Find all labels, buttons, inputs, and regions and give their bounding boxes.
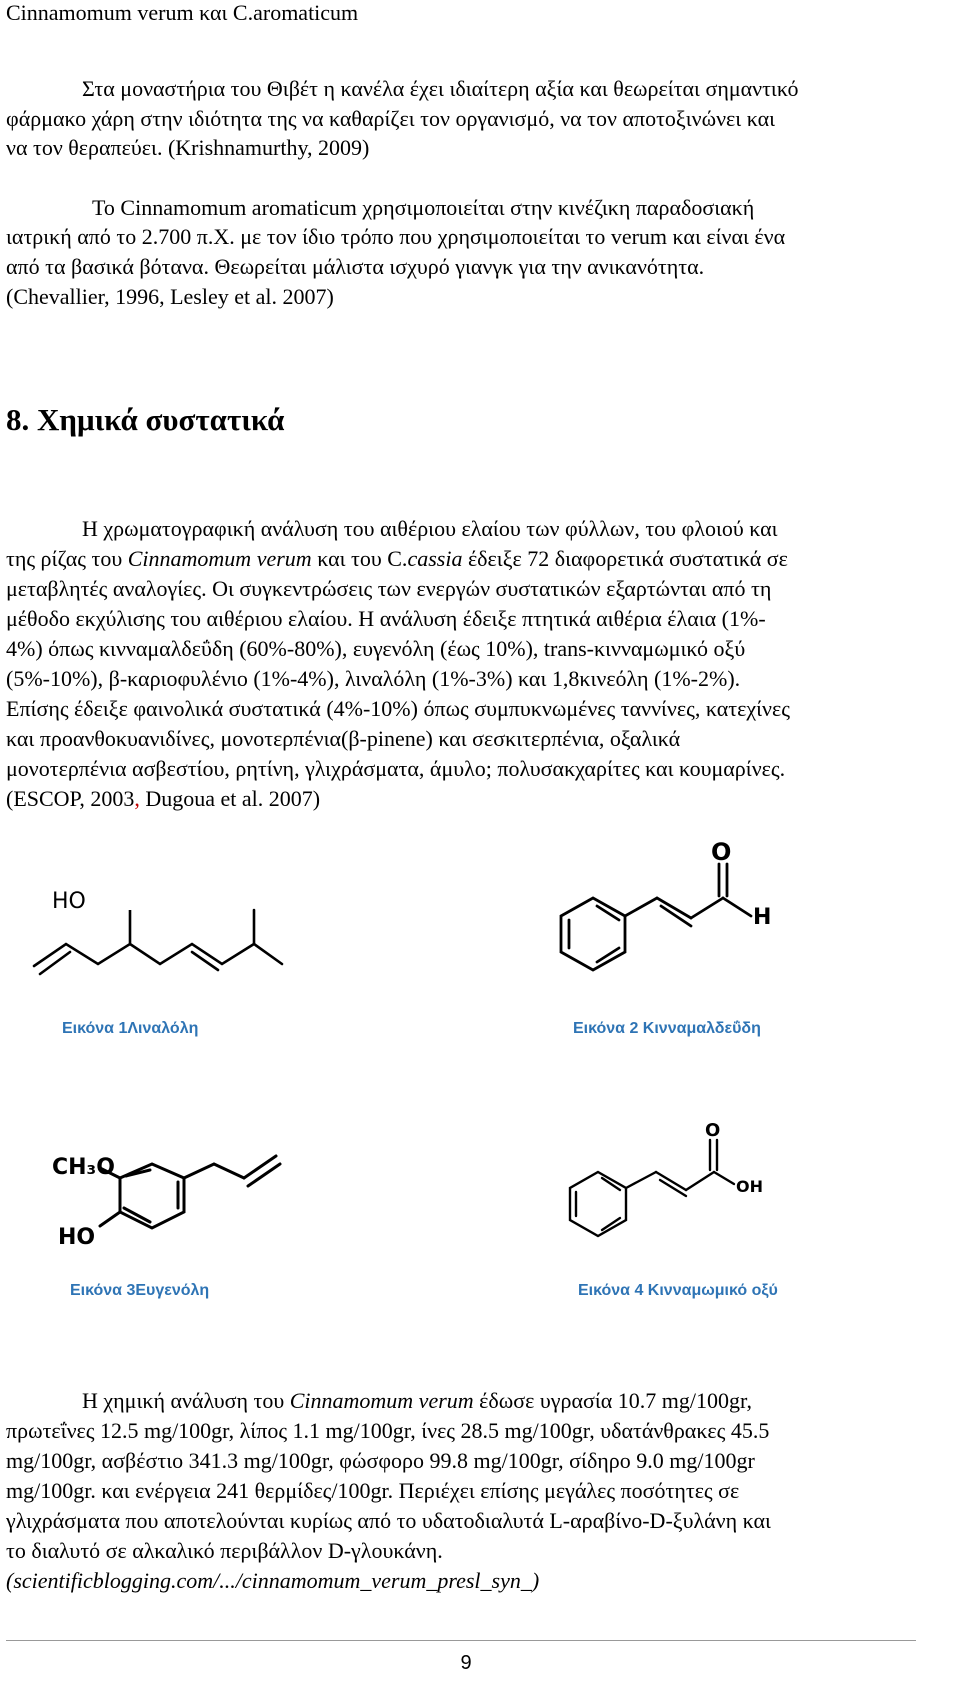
acid-hydroxyl-label: OH	[736, 1177, 763, 1196]
paragraph-4-line-2: πρωτεΐνες 12.5 mg/100gr, λίπος 1.1 mg/100gr, ίνες 28.5 mg/100gr, υδατάνθρακες 45.5	[6, 1418, 770, 1443]
paragraph-3-line-2	[6, 544, 788, 574]
text-run: Dugoua et al. 2007)	[139, 786, 321, 811]
paragraph-1-line-1: Στα μοναστήρια του Θιβέτ η κανέλα έχει ιδιαίτερη αξία και θεωρείται σημαντικό	[82, 76, 799, 101]
paragraph-4-line-4: mg/100gr. και ενέργεια 241 θερμίδες/100gr. Περιέχει επίσης μεγάλες ποσότητες σε	[6, 1478, 740, 1503]
paragraph-1-line-2: φάρμακο χάρη στην ιδιότητα της να καθαρίζει τον οργανισμό, να τον αποτοξινώνει και	[6, 106, 776, 131]
eugenol-structure-figure	[52, 1140, 302, 1250]
paragraph-2-line-3: από τα βασικά βότανα. Θεωρείται μάλιστα ισχυρό γιανγκ για την ανικανότητα.	[6, 254, 705, 279]
paragraph-2-line-2: ιατρική από το 2.700 π.Χ. με τον ίδιο τρόπο που χρησιμοποιείται το verum και είναι ένα	[6, 224, 786, 249]
paragraph-2-line-4: (Chevallier, 1996, Lesley et al. 2007)	[6, 284, 334, 309]
paragraph-3-line-7: Επίσης έδειξε φαινολικά συστατικά (4%-10%) όπως συμπυκνωμένες ταννίνες, κατεχίνες	[6, 696, 790, 721]
paragraph-3-line-3: μεταβλητές αναλογίες. Οι συγκεντρώσεις των ενεργών συστατικών εξαρτώνται από τη	[6, 576, 772, 601]
species-name-italic: Cinnamomum verum	[289, 1388, 474, 1413]
text-run: έδειξε 72 διαφορετικά συστατικά σε	[462, 546, 788, 571]
paragraph-2-line-1: Το Cinnamomum aromaticum χρησιμοποιείται στην κινέζικη παραδοσιακή	[92, 195, 755, 220]
red-comma: ,	[134, 786, 140, 811]
figure-2-caption: Εικόνα 2 Κινναμαλδεΰδη	[573, 1020, 761, 1037]
text-run: έδωσε υγρασία 10.7 mg/100gr,	[473, 1388, 752, 1413]
paragraph-4-line-1	[82, 1386, 752, 1416]
figure-1-caption: Εικόνα 1Λιναλόλη	[62, 1020, 199, 1037]
paragraph-3-line-5: 4%) όπως κινναμαλδεΰδη (60%-80%), ευγενόλη (έως 10%), trans-κινναμωμικό οξύ	[6, 636, 746, 661]
footer-divider	[6, 1640, 916, 1641]
section-heading: 8. Χημικά συστατικά	[6, 402, 285, 437]
methoxy-label: CH₃O	[52, 1155, 115, 1180]
text-run: και του C.	[311, 546, 408, 571]
paragraph-3-line-4: μέθοδο εκχύλισης του αιθέριου ελαίου. Η ανάλυση έδειξε πτητικά αιθέρια έλαια (1%-	[6, 606, 766, 631]
paragraph-3-line-1: Η χρωματογραφική ανάλυση του αιθέριου ελαίου των φύλλων, του φλοιού και	[82, 516, 778, 541]
text-run: Η χημική ανάλυση του	[82, 1388, 290, 1413]
figure-3-caption: Εικόνα 3Ευγενόλη	[70, 1282, 210, 1299]
acid-carbonyl-oxygen-label: O	[705, 1120, 721, 1141]
paragraph-3-line-8: και προανθοκυανιδίνες, μονοτερπένια(β-pinene) και σεσκιτερπένια, οξαλικά	[6, 726, 681, 751]
species-name-italic: Cinnamomum verum	[127, 546, 312, 571]
paragraph-3-line-6: (5%-10%), β-καριοφυλένιο (1%-4%), λιναλόλη (1%-3%) και 1,8κινεόλη (1%-2%).	[6, 666, 741, 691]
page-number: 9	[460, 1652, 472, 1674]
phenol-hydroxyl-label: HO	[58, 1225, 96, 1250]
linalool-structure-figure	[28, 880, 288, 980]
hydroxyl-label: HO	[52, 889, 86, 914]
running-header: Cinnamomum verum και C.aromaticum	[6, 0, 359, 25]
figure-4-caption: Εικόνα 4 Κινναμωμικό οξύ	[578, 1282, 778, 1299]
carbonyl-oxygen-label: O	[711, 840, 732, 866]
paragraph-4-line-7-citation: (scientificblogging.com/.../cinnamomum_verum_presl_syn_)	[6, 1568, 540, 1593]
cinnamic-acid-structure-figure	[558, 1118, 808, 1248]
paragraph-3-line-9: μονοτερπένια ασβεστίου, ρητίνη, γλιχράσματα, άμυλο; πολυσακχαρίτες και κουμαρίνες.	[6, 756, 786, 781]
cinnamaldehyde-structure-figure	[545, 840, 805, 980]
paragraph-4-line-6: το διαλυτό σε αλκαλικό περιβάλλον D-γλουκάνη.	[6, 1538, 443, 1563]
paragraph-4-line-3: mg/100gr, ασβέστιο 341.3 mg/100gr, φώσφορο 99.8 mg/100gr, σίδηρο 9.0 mg/100gr	[6, 1448, 755, 1473]
aldehyde-hydrogen-label: H	[753, 905, 772, 930]
paragraph-4-line-5: γλιχράσματα που αποτελούνται κυρίως από το υδατοδιαλυτά L-αραβίνο-D-ξυλάνη και	[6, 1508, 771, 1533]
text-run: της ρίζας του	[6, 546, 128, 571]
paragraph-3-line-10	[6, 784, 320, 814]
text-run: (ESCOP, 2003	[6, 786, 135, 811]
paragraph-1-line-3: να τον θεραπεύει. (Krishnamurthy, 2009)	[6, 135, 370, 160]
species-name-italic: cassia	[407, 546, 463, 571]
